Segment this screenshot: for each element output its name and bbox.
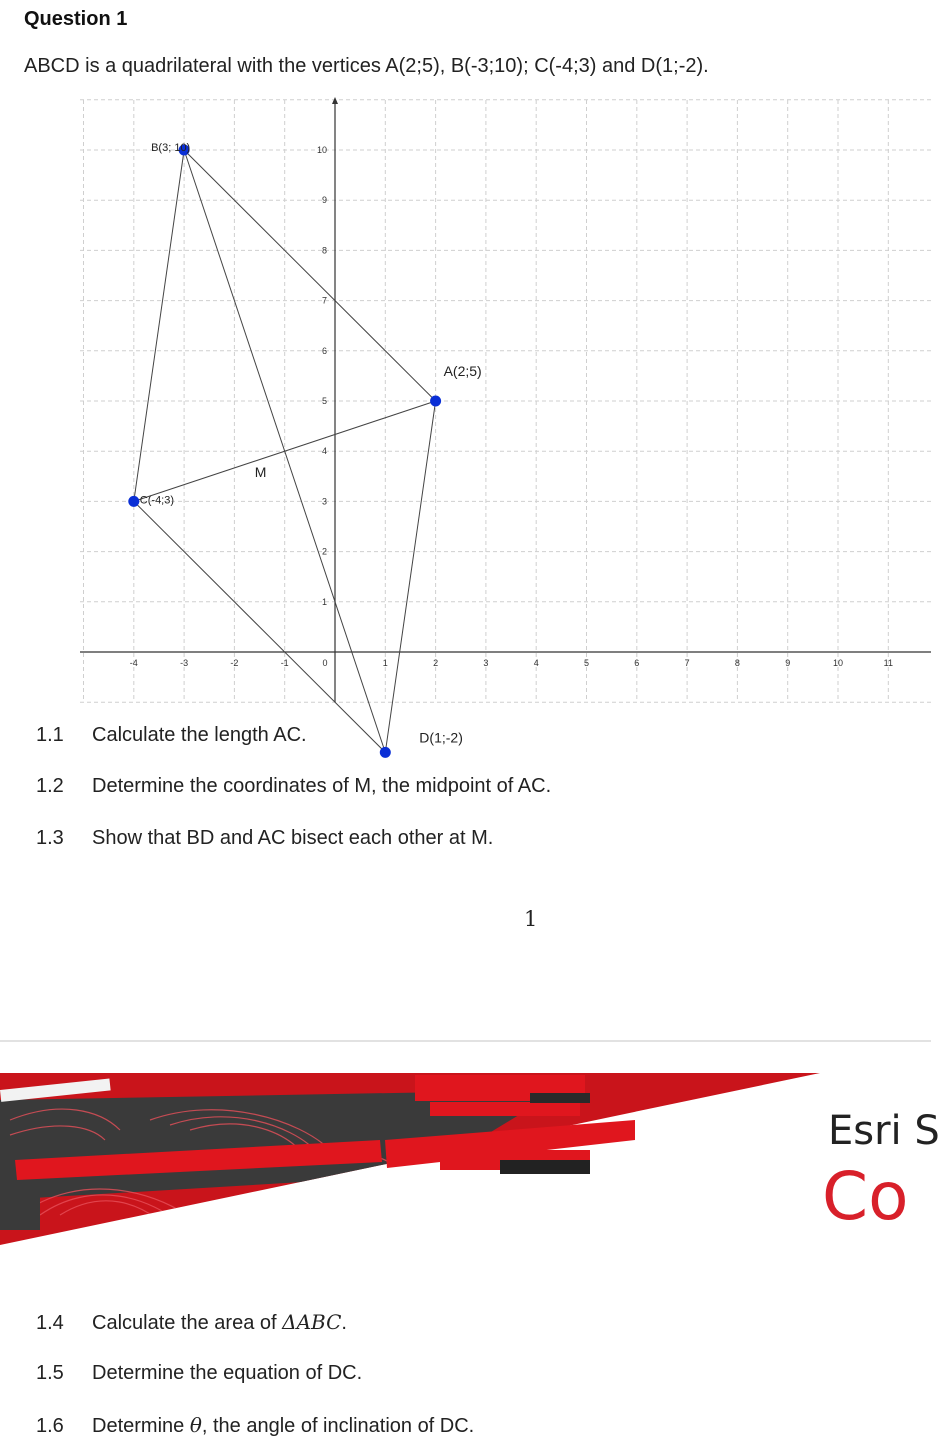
- vertex-point-d: [380, 747, 391, 758]
- question-1-2: [36, 775, 551, 798]
- x-tick-labels: [130, 658, 893, 668]
- question-number: 1.1: [36, 724, 64, 746]
- y-tick-label: 7: [321, 295, 327, 306]
- question-text: Show that BD and AC bisect each other at M.: [92, 827, 494, 849]
- vertex-label-d: D(1;-2): [419, 729, 463, 746]
- y-tick-label: 6: [321, 345, 327, 356]
- question-1-4: [36, 1310, 347, 1335]
- midpoint-label: M: [254, 464, 267, 481]
- vertex-label-b: B(3; 10): [151, 142, 191, 154]
- x-tick-label: 2: [433, 658, 439, 668]
- question-number: 1.6: [36, 1415, 64, 1437]
- x-tick-label: 7: [684, 658, 690, 668]
- y-tick-label: 8: [321, 245, 327, 256]
- question-heading: Question 1: [24, 8, 128, 30]
- vertex-label-a: A(2;5): [443, 363, 482, 379]
- question-text: Determine the equation of DC.: [92, 1362, 363, 1384]
- y-tick-label: 10: [316, 145, 327, 155]
- question-math: ΔABC: [282, 1310, 342, 1334]
- grid-lines: [80, 100, 931, 702]
- esri-banner-graphic: [0, 1068, 931, 1283]
- question-number: 1.4: [36, 1312, 64, 1334]
- question-text: Determine: [92, 1415, 190, 1437]
- vertex-labels: [140, 142, 482, 745]
- edge-ab: [184, 150, 436, 401]
- vertex-label-c: C(-4;3): [139, 494, 175, 507]
- page-divider: [0, 1040, 931, 1042]
- x-tick-label: 6: [634, 658, 640, 668]
- page-number: 1: [524, 907, 538, 931]
- vertex-point-a: [430, 396, 441, 407]
- question-1-6: [36, 1413, 474, 1438]
- edge-bc: [134, 150, 184, 501]
- question-text: Calculate the area of: [92, 1312, 283, 1334]
- question-intro: ABCD is a quadrilateral with the vertices A(2;5), B(-3;10); C(-4;3) and D(1;-2).: [24, 55, 709, 77]
- question-number: 1.5: [36, 1362, 64, 1384]
- x-tick-label: 8: [734, 658, 740, 668]
- banner-title: Esri S: [828, 1108, 940, 1154]
- x-tick-label: 5: [583, 658, 590, 668]
- y-tick-label: 9: [321, 195, 327, 206]
- question-number: 1.3: [36, 827, 64, 849]
- x-tick-label: 9: [785, 658, 791, 668]
- question-text-suffix: .: [341, 1312, 347, 1334]
- question-text-suffix: , the angle of inclination of DC.: [201, 1415, 475, 1437]
- x-tick-label: 4: [533, 658, 539, 668]
- x-tick-label: -4: [129, 658, 138, 668]
- banner-subtitle: Co: [822, 1158, 909, 1235]
- question-1-5: [36, 1362, 362, 1385]
- x-tick-label: 1: [382, 658, 388, 668]
- edge-cd: [134, 501, 385, 752]
- y-tick-label: 2: [321, 546, 327, 557]
- question-number: 1.2: [36, 775, 64, 797]
- x-tick-label: -3: [180, 658, 189, 668]
- y-tick-label: 3: [321, 496, 327, 507]
- y-tick-labels: [317, 145, 327, 607]
- question-1-3: [36, 827, 493, 850]
- x-tick-label: 11: [883, 658, 893, 668]
- x-tick-label: 0: [322, 658, 328, 668]
- vertex-point-c: [128, 496, 139, 507]
- y-tick-label: 5: [321, 396, 327, 406]
- x-tick-label: -2: [230, 658, 239, 668]
- x-tick-label: 10: [832, 658, 844, 668]
- question-text: Calculate the length AC.: [92, 724, 307, 746]
- x-tick-label: 3: [483, 658, 489, 668]
- question-math: θ: [189, 1413, 202, 1437]
- y-tick-label: 1: [321, 596, 327, 607]
- question-1-1: [36, 724, 307, 747]
- edge-da: [382, 401, 435, 752]
- x-tick-label: -1: [280, 658, 289, 668]
- question-text: Determine the coordinates of M, the midpoint of AC.: [92, 775, 552, 797]
- axes: [80, 97, 931, 702]
- y-axis-arrow: [332, 97, 338, 104]
- y-tick-label: 4: [321, 446, 327, 457]
